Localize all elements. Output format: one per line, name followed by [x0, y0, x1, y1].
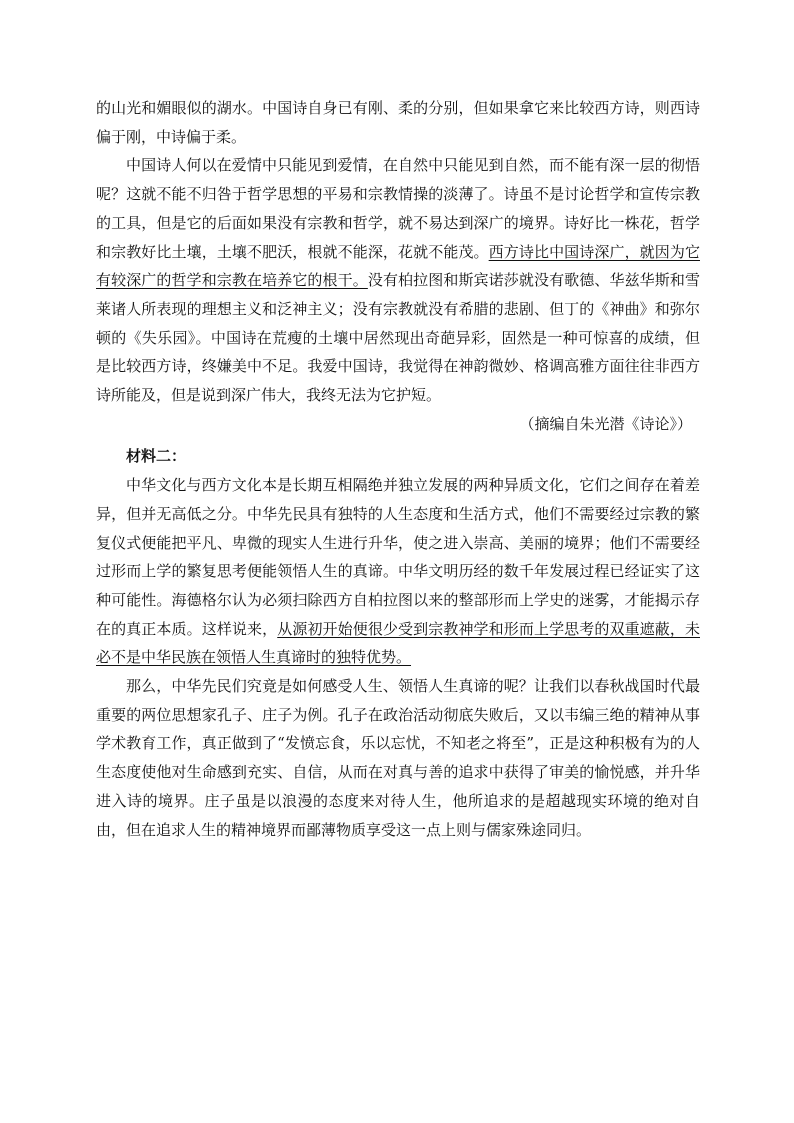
underlined-sentence: 从源初开始便很少受到宗教神学和形而上学思考的双重遮蔽，未必不是中华民族在领悟人生真谛时的独特优势。: [96, 619, 700, 667]
underlined-sentence: 西方诗比中国诗深广，就因为它有较深广的哲学和宗教在培养它的根干。: [96, 242, 700, 290]
paragraph-culture-comparison: [96, 471, 700, 672]
document-page: [96, 94, 700, 844]
paragraph-text: 中华文化与西方文化本是长期互相隔绝并独立发展的两种异质文化，它们之间存在着差异，但并无高低之分。中华先民具有独特的人生态度和生活方式，他们不需要经过宗教的繁复仪式便能把平凡、卑微的现实人生进行升华，使之进入崇高、美丽的境界；他们不需要经过形而上学的繁复思考便能领悟人生的真谛。中华文明历经的数千年发展过程已经证实了这种可能性。海德格尔认为必须扫除西方自柏拉图以来的整部形而上学史的迷雾，才能揭示存在的真正本质。这样说来，: [96, 476, 700, 638]
paragraph-text: 中国诗人何以在爱情中只能见到爱情，在自然中只能见到自然，而不能有深一层的彻悟呢？这就不能不归咎于哲学思想的平易和宗教情操的淡薄了。诗虽不是讨论哲学和宣传宗教的工具，但是它的后面如果没有宗教和哲学，就不易达到深广的境界。诗好比一株花，哲学和宗教好比土壤，土壤不肥沃，根就不能深，花就不能茂。: [96, 156, 700, 261]
material-two-heading: 材料二：: [126, 447, 187, 466]
source-citation: （摘编自朱光潜《诗论》）: [519, 414, 692, 433]
paragraph-continuation: 的山光和媚眼似的湖水。中国诗自身已有刚、柔的分别，但如果拿它来比较西方诗，则西诗偏于刚，中诗偏于柔。: [96, 99, 700, 146]
paragraph-text: 没有柏拉图和斯宾诺莎就没有歌德、华兹华斯和雪莱诸人所表现的理想主义和泛神主义；没有宗教就没有希腊的悲剧、但丁的《神曲》和弥尔顿的《失乐园》。中国诗在荒瘦的土壤中居然现出奇葩异彩，固然是一种可惊喜的成绩，但是比较西方诗，终嫌美中不足。我爱中国诗，我觉得在神韵微妙、格调高雅方面往往非西方诗所能及，但是说到深广伟大，我终无法为它护短。: [96, 271, 700, 405]
paragraph-poetry-philosophy: [96, 151, 700, 409]
paragraph-confucius-zhuangzi: 那么，中华先民们究竟是如何感受人生、领悟人生真谛的呢？让我们以春秋战国时代最重要的两位思想家孔子、庄子为例。孔子在政治活动彻底失败后，又以韦编三绝的精神从事学术教育工作，真正做到了“发愤忘食，乐以忘忧，不知老之将至”，正是这种积极有为的人生态度使他对生命感到充实、自信，从而在对真与善的追求中获得了审美的愉悦感，并升华进入诗的境界。庄子虽是以浪漫的态度来对待人生，他所追求的是超越现实环境的绝对自由，但在追求人生的精神境界而鄙薄物质享受这一点上则与儒家殊途同归。: [96, 677, 700, 839]
